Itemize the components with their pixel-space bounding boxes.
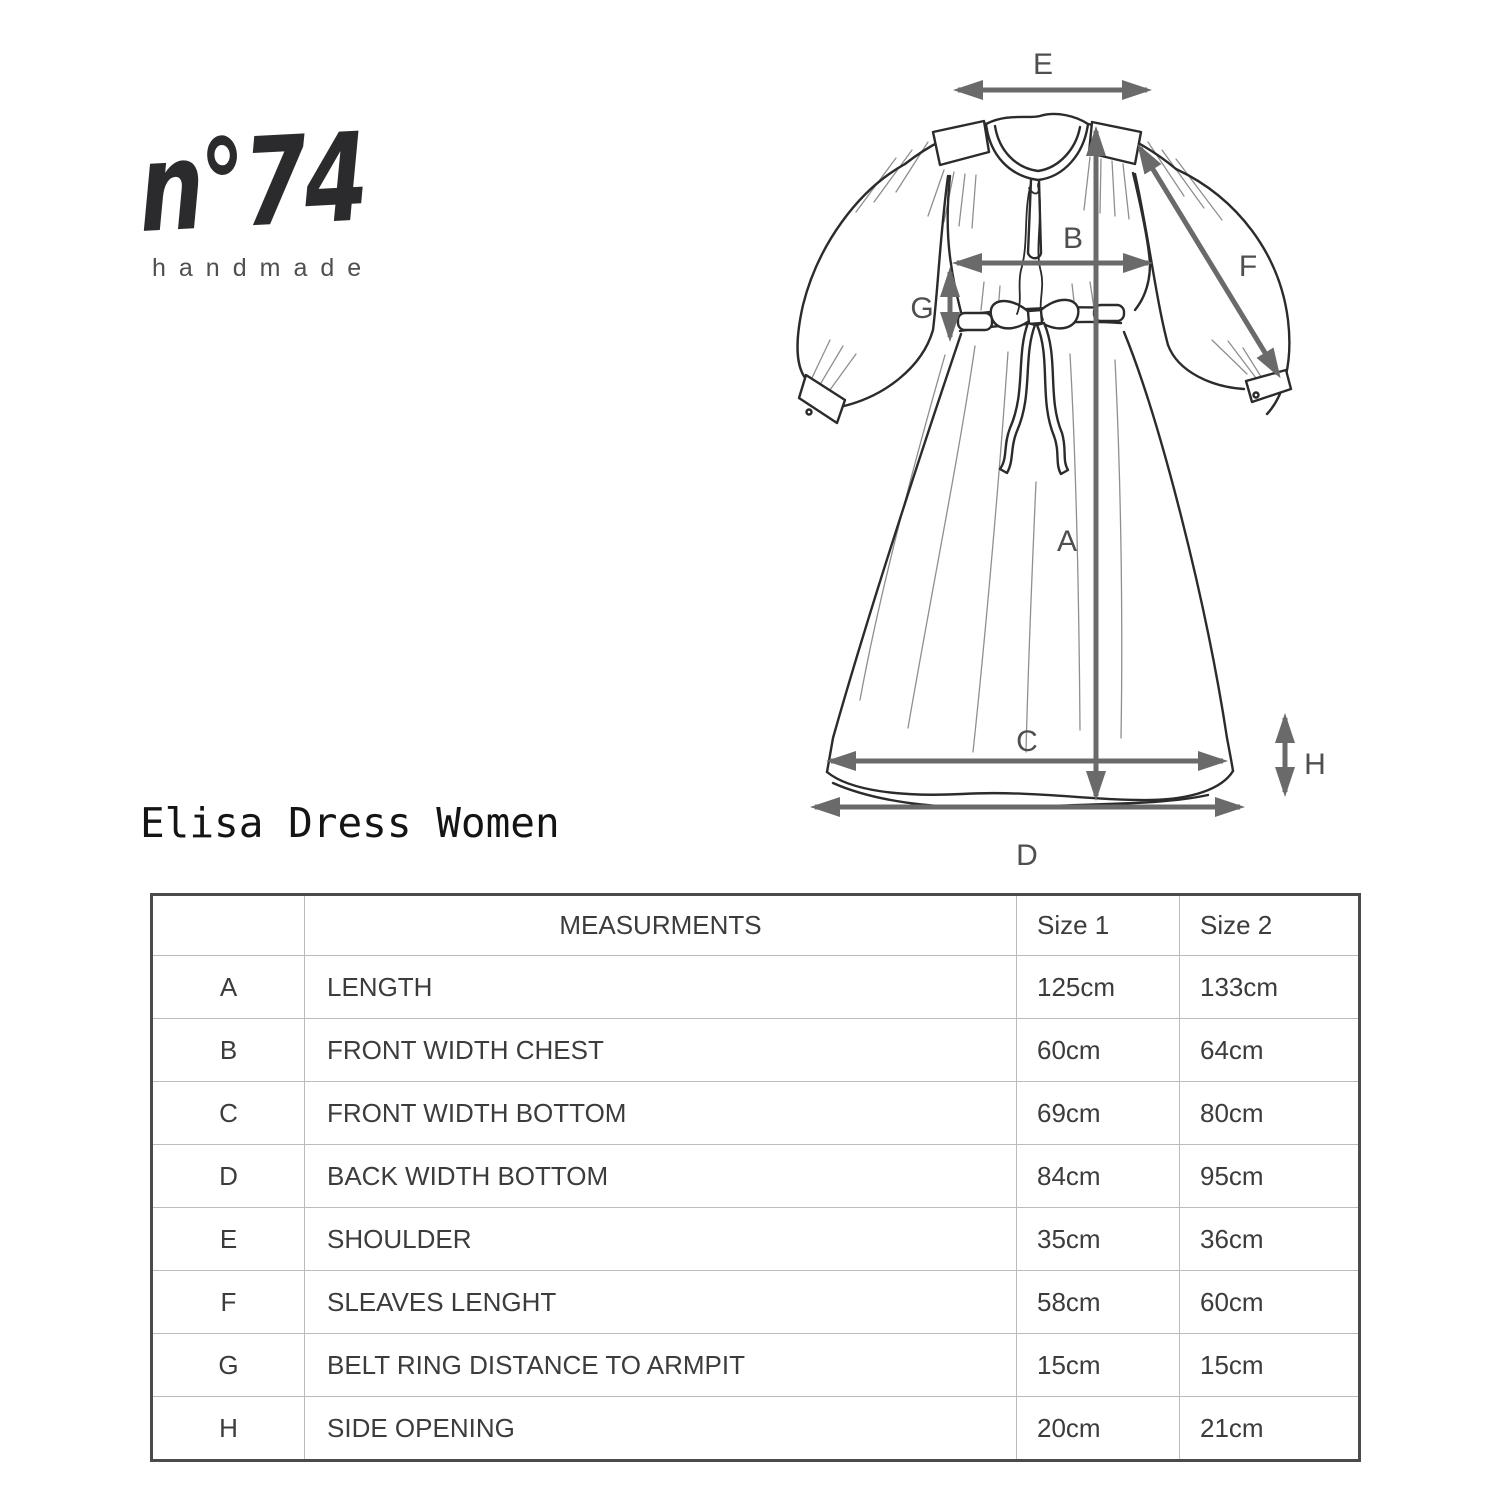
measurements-table — [150, 893, 1361, 1462]
cell-name: FRONT WIDTH BOTTOM — [305, 1082, 1017, 1145]
arrow-f — [1140, 148, 1278, 374]
cell-name: SHOULDER — [305, 1208, 1017, 1271]
diagram-label-c: C — [1016, 725, 1038, 758]
measurement-labels — [910, 48, 1326, 872]
cell-size1: 69cm — [1017, 1082, 1180, 1145]
dress-outline — [798, 114, 1291, 808]
brand-logo — [135, 106, 442, 283]
diagram-label-b: B — [1062, 222, 1084, 255]
cell-letter: E — [152, 1208, 305, 1271]
table-row — [152, 1334, 1360, 1397]
cell-size2: 64cm — [1180, 1019, 1360, 1082]
diagram-label-e: E — [1032, 48, 1054, 81]
table-row — [152, 1271, 1360, 1334]
header-size2: Size 2 — [1180, 895, 1360, 956]
cell-letter: D — [152, 1145, 305, 1208]
page-title: Elisa Dress Women — [140, 799, 560, 847]
cell-size2: 21cm — [1180, 1397, 1360, 1461]
header-size1: Size 1 — [1017, 895, 1180, 956]
cell-letter: F — [152, 1271, 305, 1334]
measurement-arrows — [815, 90, 1285, 807]
dress-gather-lines — [810, 142, 1265, 752]
cell-letter: G — [152, 1334, 305, 1397]
cell-size1: 125cm — [1017, 956, 1180, 1019]
cell-size2: 95cm — [1180, 1145, 1360, 1208]
cell-name: FRONT WIDTH CHEST — [305, 1019, 1017, 1082]
diagram-label-g: G — [910, 292, 934, 325]
header-letter — [152, 895, 305, 956]
table-row — [152, 1019, 1360, 1082]
table-header-row — [152, 895, 1360, 956]
table-row — [152, 956, 1360, 1019]
cell-size2: 80cm — [1180, 1082, 1360, 1145]
header-measurement: MEASURMENTS — [305, 895, 1017, 956]
cell-name: SLEAVES LENGHT — [305, 1271, 1017, 1334]
logo-subtext: handmade — [152, 254, 375, 282]
cell-size1: 60cm — [1017, 1019, 1180, 1082]
cell-size1: 20cm — [1017, 1397, 1180, 1461]
table-row — [152, 1397, 1360, 1461]
table-row — [152, 1208, 1360, 1271]
cell-letter: C — [152, 1082, 305, 1145]
diagram-label-f: F — [1238, 250, 1258, 283]
cell-letter: H — [152, 1397, 305, 1461]
dress-diagram — [775, 30, 1370, 890]
cell-size1: 84cm — [1017, 1145, 1180, 1208]
logo-wordmark: n°74 — [135, 106, 369, 260]
cell-size2: 133cm — [1180, 956, 1360, 1019]
cell-size2: 36cm — [1180, 1208, 1360, 1271]
table-row — [152, 1145, 1360, 1208]
cell-letter: B — [152, 1019, 305, 1082]
cell-size1: 58cm — [1017, 1271, 1180, 1334]
diagram-label-d: D — [1016, 839, 1038, 872]
table-row — [152, 1082, 1360, 1145]
diagram-label-h: H — [1304, 748, 1326, 781]
cell-size2: 15cm — [1180, 1334, 1360, 1397]
cell-name: BACK WIDTH BOTTOM — [305, 1145, 1017, 1208]
cell-size1: 35cm — [1017, 1208, 1180, 1271]
cell-size1: 15cm — [1017, 1334, 1180, 1397]
diagram-label-a: A — [1056, 525, 1078, 558]
cell-name: LENGTH — [305, 956, 1017, 1019]
cell-letter: A — [152, 956, 305, 1019]
cell-size2: 60cm — [1180, 1271, 1360, 1334]
cell-name: BELT RING DISTANCE TO ARMPIT — [305, 1334, 1017, 1397]
cell-name: SIDE OPENING — [305, 1397, 1017, 1461]
